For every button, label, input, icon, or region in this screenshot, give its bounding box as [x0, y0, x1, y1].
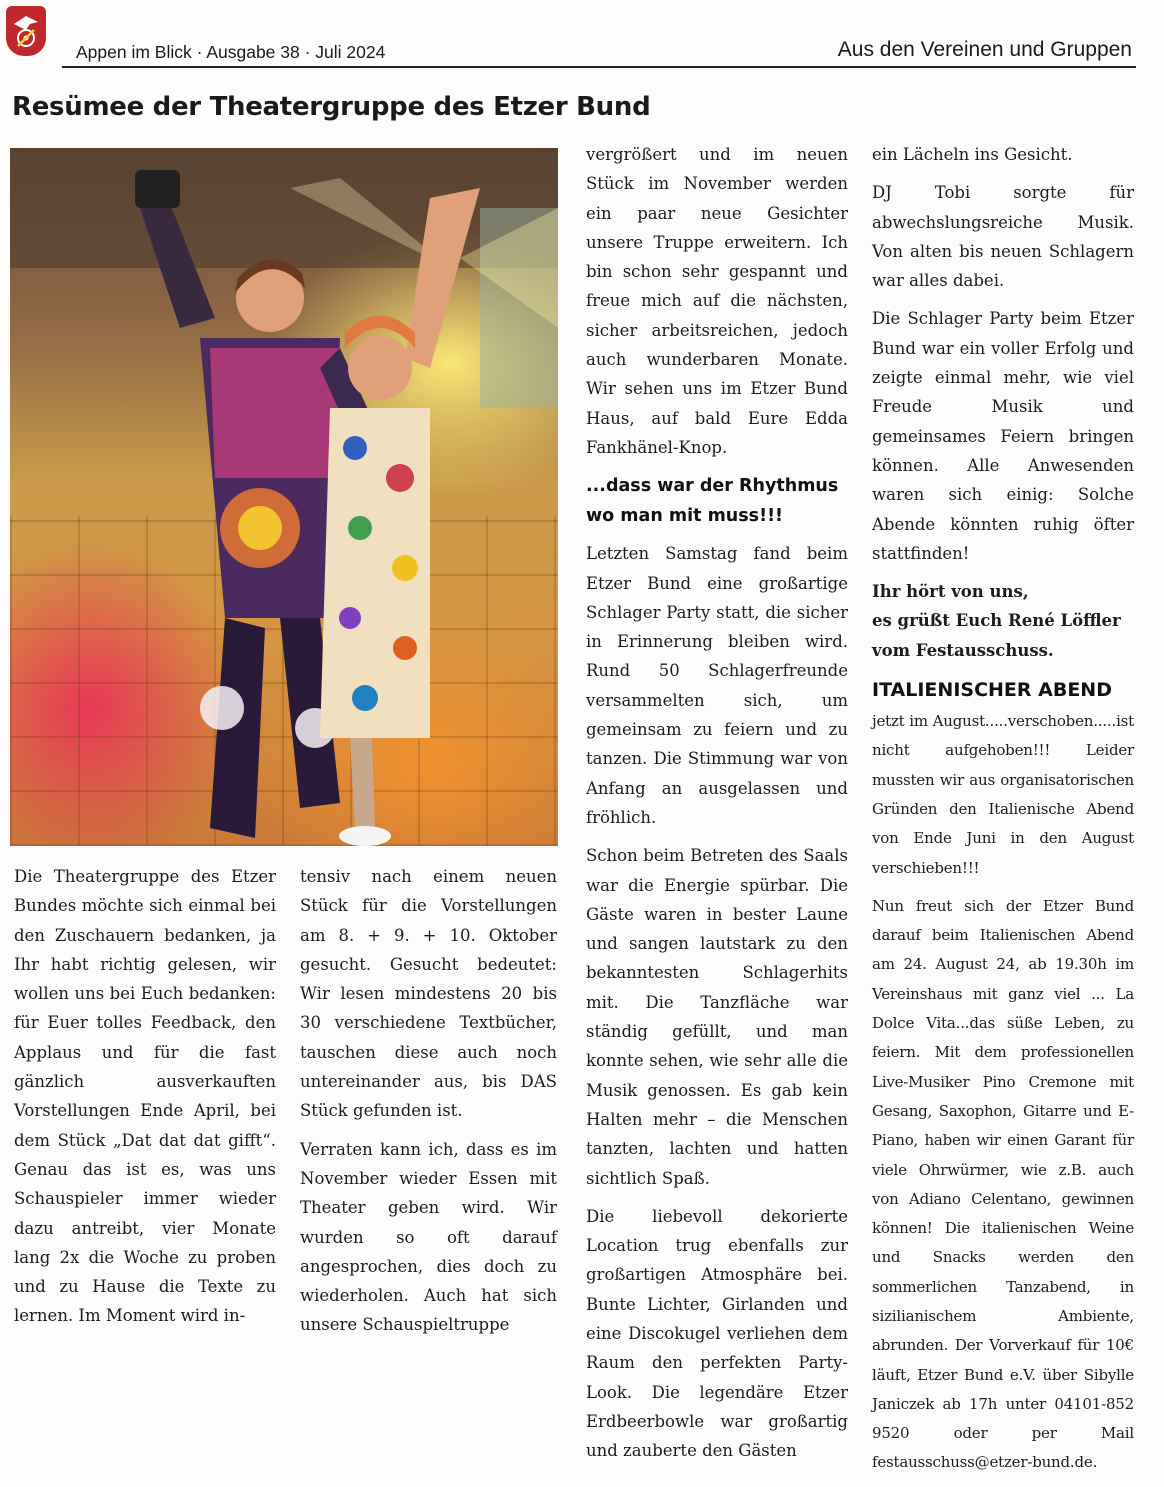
article1-column2 [300, 862, 557, 1349]
header-divider [62, 66, 1136, 68]
article1-paragraph: vergrößert und im neuen Stück im November werden ein paar neue Gesichter unsere Truppe erweitern. Ich bin schon sehr gespannt und freue mich auf die nächsten, sicher arbeitsreichen, jedoch auch wunderbaren Monate. Wir sehen uns im Etzer Bund Haus, auf bald Eure Edda Fankhänel-Knop. [586, 145, 848, 457]
article2-paragraph: Die Schlager Party beim Etzer Bund war ein voller Erfolg und zeigte einmal mehr, wie viel Freude Musik und gemeinsames Feiern bringen können. Alle Anwesenden waren sich einig: Solche Abende könnten ruhig öfter stattfinden! [872, 309, 1134, 563]
article1-column1 [14, 862, 276, 1340]
article2-paragraph: Letzten Samstag fand beim Etzer Bund eine großartige Schlager Party statt, die sicher in Erinnerung bleiben wird. Rund 50 Schlagerfreunde versammelten sich, um gemeinsam zu feiern und zu tanzen. Die Stimmung war von Anfang an ausgelassen und fröhlich. [586, 544, 848, 827]
article-column4 [872, 140, 1134, 1487]
crest-emblem-icon [6, 6, 46, 56]
section-title: Aus den Vereinen und Gruppen [837, 38, 1132, 61]
article3-paragraph: jetzt im August.....verschoben.....ist nicht aufgehoben!!! Leider mussten wir aus organisatorischen Gründen den Italienische Abend von Ende Juni in den August verschieben!!! [872, 712, 1134, 877]
article1-paragraph: Verraten kann ich, dass es im November wieder Essen mit Theater geben wird. Wir wurden so oft darauf angesprochen, dies doch zu wiederholen. Auch hat sich unsere Schauspieltruppe [300, 1139, 557, 1335]
photo-dancers-illustration [10, 148, 558, 846]
article1-paragraph: tensiv nach einem neuen Stück für die Vorstellungen am 8. + 9. + 10. Oktober gesucht. Gesucht bedeutet: Wir lesen mindestens 20 bis 30 verschiedene Textbücher, tauschen diese auch noch untereinander aus, bis DAS Stück gefunden ist. [300, 867, 557, 1121]
signoff-line: es grüßt Euch René Löffler [872, 611, 1121, 631]
article3-subhead: ITALIENISCHER ABEND [872, 679, 1112, 702]
article2-signoff [872, 577, 1134, 665]
town-crest-logo [6, 6, 46, 56]
dancer-woman-figure [320, 188, 480, 846]
article2-paragraph: Schon beim Betreten des Saals war die Energie spürbar. Die Gäste waren in bester Laune und sangen lautstark zu den bekanntesten Schlagerhits mit. Die Tanzfläche war ständig gefüllt, und man konnte sehen, wie sehr alle die Musik genossen. Es gab kein Halten mehr – die Menschen tanzten, lachten und hatten sichtlich Spaß. [586, 846, 848, 1188]
signoff-line: Ihr hört von uns, [872, 582, 1029, 602]
article1-paragraph: Die Theatergruppe des Etzer Bundes möchte sich einmal bei den Zuschauern bedanken, ja Ihr habt richtig gelesen, wir wollen uns bei Euch bedanken: für Euer tolles Feedback, den Applaus und für die fast gänzlich ausverkauften Vorstellungen Ende April, bei dem Stück „Dat dat dat gifft“. Genau das ist es, was uns Schauspieler immer wieder dazu antreibt, vier Monate lang 2x die Woche zu proben und zu Hause die Texte zu lernen. Im Moment wird in- [14, 867, 276, 1326]
article2-subhead: ...dass war der Rhythmus wo man mit muss!!! [586, 476, 839, 527]
article3-paragraph: Nun freut sich der Etzer Bund darauf beim Italienischen Abend am 24. August 24, ab 19.30h im Vereinshaus mit ganz viel ... La Dolce Vita...das süße Leben, zu feiern. Mit dem professionellen Live-Musiker Pino Cremone mit Gesang, Saxophon, Gitarre und E-Piano, haben wir einen Garant für viele Ohrwürmer, wie z.B. auch von Adiano Celentano, gewinnen können! Die italienischen Weine und Snacks werden den sommerlichen Tanzabend, in sizilianischem Ambiente, abrunden. Der Vorverkauf für 10€ läuft, Etzer Bund e.V. über Sibylle Janiczek ab 17h unter 04101-852 9520 oder per Mail festausschuss@etzer-bund.de. [872, 896, 1134, 1472]
article-column3 [586, 140, 848, 1474]
party-photo [10, 148, 558, 846]
article-headline: Resümee der Theatergruppe des Etzer Bund [12, 92, 651, 122]
article2-paragraph: ein Lächeln ins Gesicht. [872, 145, 1073, 164]
article2-paragraph: DJ Tobi sorgte für abwechslungsreiche Musik. Von alten bis neuen Schlagern war alles dabei. [872, 183, 1134, 291]
article2-paragraph: Die liebevoll dekorierte Location trug ebenfalls zur großartigen Atmosphäre bei. Bunte Lichter, Girlanden und eine Discokugel verliehen dem Raum den perfekten Party-Look. Die legendäre Etzer Erdbeerbowle war großartig und zauberte den Gästen [586, 1206, 848, 1461]
publication-info: Appen im Blick · Ausgabe 38 · Juli 2024 [76, 42, 386, 62]
signoff-line: vom Festausschuss. [872, 640, 1054, 660]
